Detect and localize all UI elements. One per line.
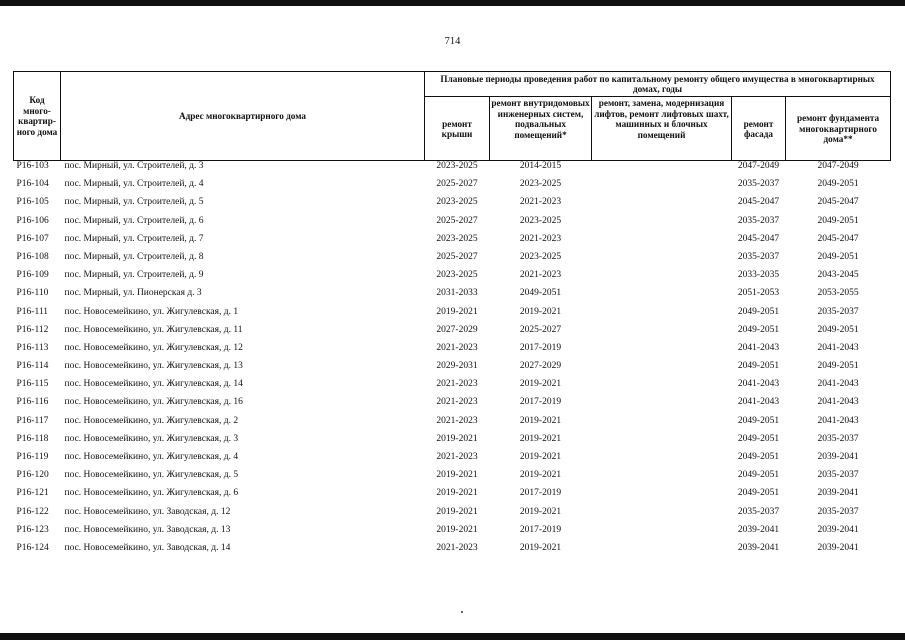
cell-facade-period: 2035-2037 — [737, 251, 780, 262]
cell-roof-period: 2029-2031 — [436, 361, 478, 372]
cell-elevators-period — [592, 252, 732, 270]
cell-roof-period: 2019-2021 — [436, 488, 478, 499]
cell-roof-period: 2021-2023 — [436, 452, 478, 462]
cell-foundation-period: 2039-2041 — [817, 542, 859, 553]
cell-facade-period: 2051-2053 — [737, 288, 780, 299]
header-building-code: Код много-квартир-ного дома — [14, 72, 61, 161]
cell-building-code: P16-110 — [16, 288, 49, 299]
table-body — [14, 161, 891, 562]
cell-systems-period: 2017-2019 — [519, 397, 562, 408]
cell-systems-period: 2019-2021 — [519, 452, 562, 462]
cell-roof-period: 2025-2027 — [436, 251, 478, 262]
cell-elevators-period — [592, 325, 732, 343]
cell-facade-period: 2049-2051 — [737, 470, 780, 481]
cell-building-code: P16-123 — [16, 524, 49, 535]
cell-building-code: P16-105 — [16, 197, 49, 208]
cell-foundation-period: 2035-2037 — [817, 306, 859, 317]
cell-address: пос. Новосемейкино, ул. Заводская, д. 12 — [64, 506, 231, 517]
cell-foundation-period: 2041-2043 — [817, 415, 859, 426]
cell-roof-period: 2021-2023 — [436, 415, 478, 426]
cell-address: пос. Мирный, ул. Строителей, д. 4 — [64, 179, 204, 190]
cell-foundation-period: 2049-2051 — [817, 361, 859, 372]
table-row — [14, 161, 891, 180]
cell-systems-period: 2017-2019 — [519, 342, 562, 353]
cell-building-code: P16-109 — [16, 270, 49, 281]
cell-address: пос. Новосемейкино, ул. Жигулевская, д. 2 — [64, 415, 239, 426]
cell-systems-period: 2049-2051 — [519, 288, 562, 299]
cell-building-code: P16-107 — [16, 233, 49, 244]
cell-roof-period: 2023-2025 — [436, 161, 478, 171]
table-row — [14, 361, 891, 379]
cell-building-code: P16-106 — [16, 215, 49, 226]
cell-elevators-period — [592, 270, 732, 288]
cell-building-code: P16-122 — [16, 506, 49, 517]
cell-address: пос. Мирный, ул. Строителей, д. 5 — [64, 197, 204, 208]
cell-facade-period: 2041-2043 — [737, 397, 780, 408]
cell-foundation-period: 2041-2043 — [817, 379, 859, 390]
cell-roof-period: 2023-2025 — [436, 233, 478, 244]
cell-systems-period: 2023-2025 — [519, 215, 562, 226]
cell-address: пос. Новосемейкино, ул. Жигулевская, д. 4 — [64, 452, 239, 462]
cell-building-code: P16-108 — [16, 251, 49, 262]
cell-building-code: P16-116 — [16, 397, 49, 408]
cell-facade-period: 2049-2051 — [737, 415, 780, 426]
cell-facade-period: 2033-2035 — [737, 270, 780, 281]
cell-systems-period: 2019-2021 — [519, 506, 562, 517]
cell-facade-period: 2049-2051 — [737, 488, 780, 499]
cell-elevators-period — [592, 507, 732, 525]
cell-elevators-period — [592, 216, 732, 234]
cell-foundation-period: 2035-2037 — [817, 506, 859, 517]
cell-address: пос. Новосемейкино, ул. Жигулевская, д. 14 — [64, 379, 243, 390]
cell-systems-period: 2017-2019 — [519, 488, 562, 499]
cell-foundation-period: 2039-2041 — [817, 452, 859, 462]
cell-building-code: P16-121 — [16, 488, 49, 499]
cell-roof-period: 2023-2025 — [436, 270, 478, 281]
cell-facade-period: 2039-2041 — [737, 542, 780, 553]
cell-address: пос. Новосемейкино, ул. Жигулевская, д. 1 — [64, 306, 239, 317]
cell-roof-period: 2021-2023 — [436, 542, 478, 553]
cell-foundation-period: 2045-2047 — [817, 233, 859, 244]
cell-address: пос. Новосемейкино, ул. Заводская, д. 14 — [64, 542, 231, 553]
cell-address: пос. Новосемейкино, ул. Жигулевская, д. 13 — [64, 361, 243, 372]
cell-building-code: P16-114 — [16, 361, 49, 372]
cell-elevators-period — [592, 343, 732, 361]
cell-systems-period: 2021-2023 — [519, 233, 562, 244]
cell-facade-period: 2035-2037 — [737, 179, 780, 190]
cell-facade-period: 2035-2037 — [737, 506, 780, 517]
cell-systems-period: 2021-2023 — [519, 270, 562, 281]
cell-systems-period: 2019-2021 — [519, 415, 562, 426]
table-row — [14, 179, 891, 197]
cell-facade-period: 2047-2049 — [737, 161, 780, 171]
table-row — [14, 434, 891, 452]
repair-schedule-table — [13, 71, 891, 561]
cell-foundation-period: 2045-2047 — [817, 197, 859, 208]
table-row — [14, 325, 891, 343]
cell-roof-period: 2027-2029 — [436, 324, 478, 335]
cell-elevators-period — [592, 525, 732, 543]
cell-foundation-period: 2039-2041 — [817, 488, 859, 499]
scan-speck — [461, 611, 463, 613]
cell-elevators-period — [592, 434, 732, 452]
cell-systems-period: 2014-2015 — [519, 161, 562, 171]
cell-facade-period: 2049-2051 — [737, 306, 780, 317]
cell-facade-period: 2049-2051 — [737, 433, 780, 444]
cell-facade-period: 2039-2041 — [737, 524, 780, 535]
cell-address: пос. Новосемейкино, ул. Жигулевская, д. 3 — [64, 433, 239, 444]
cell-systems-period: 2019-2021 — [519, 379, 562, 390]
cell-address: пос. Новосемейкино, ул. Жигулевская, д. 6 — [64, 488, 239, 499]
cell-facade-period: 2041-2043 — [737, 379, 780, 390]
cell-address: пос. Мирный, ул. Строителей, д. 7 — [64, 233, 204, 244]
cell-systems-period: 2025-2027 — [519, 324, 562, 335]
cell-foundation-period: 2049-2051 — [817, 179, 859, 190]
cell-foundation-period: 2041-2043 — [817, 342, 859, 353]
cell-elevators-period — [592, 288, 732, 306]
table-header — [14, 72, 891, 161]
cell-elevators-period — [592, 197, 732, 215]
cell-building-code: P16-117 — [16, 415, 49, 426]
table-row — [14, 525, 891, 543]
cell-foundation-period: 2047-2049 — [817, 161, 859, 171]
header-foundation-repair: ремонт фундамента многоквартирного дома** — [786, 97, 891, 161]
cell-roof-period: 2021-2023 — [436, 397, 478, 408]
cell-foundation-period: 2041-2043 — [817, 397, 859, 408]
cell-address: пос. Мирный, ул. Строителей, д. 3 — [64, 161, 204, 171]
cell-systems-period: 2021-2023 — [519, 197, 562, 208]
cell-roof-period: 2025-2027 — [436, 179, 478, 190]
header-planned-periods: Плановые периоды проведения работ по капитальному ремонту общего имущества в многоквартирных домах, годы — [425, 72, 891, 97]
cell-roof-period: 2025-2027 — [436, 215, 478, 226]
cell-foundation-period: 2049-2051 — [817, 215, 859, 226]
table-row — [14, 507, 891, 525]
cell-elevators-period — [592, 397, 732, 415]
page-number: 714 — [444, 36, 461, 47]
cell-elevators-period — [592, 307, 732, 325]
cell-elevators-period — [592, 161, 732, 180]
cell-foundation-period: 2049-2051 — [817, 251, 859, 262]
cell-systems-period: 2027-2029 — [519, 361, 562, 372]
cell-foundation-period: 2035-2037 — [817, 433, 859, 444]
table-row — [14, 307, 891, 325]
cell-address: пос. Новосемейкино, ул. Заводская, д. 13 — [64, 524, 231, 535]
cell-address: пос. Мирный, ул. Строителей, д. 6 — [64, 215, 204, 226]
cell-roof-period: 2021-2023 — [436, 379, 478, 390]
cell-facade-period: 2049-2051 — [737, 452, 780, 462]
cell-elevators-period — [592, 470, 732, 488]
table-row — [14, 270, 891, 288]
cell-elevators-period — [592, 361, 732, 379]
cell-facade-period: 2045-2047 — [737, 233, 780, 244]
cell-address: пос. Новосемейкино, ул. Жигулевская, д. 5 — [64, 470, 239, 481]
table-row — [14, 543, 891, 561]
cell-building-code: P16-119 — [16, 452, 49, 462]
cell-building-code: P16-104 — [16, 179, 49, 190]
cell-foundation-period: 2035-2037 — [817, 470, 859, 481]
cell-elevators-period — [592, 234, 732, 252]
cell-elevators-period — [592, 452, 732, 470]
cell-address: пос. Новосемейкино, ул. Жигулевская, д. 16 — [64, 397, 243, 408]
header-engineering-systems: ремонт внутридомовых инженерных систем, подвальных помещений* — [490, 97, 592, 161]
cell-elevators-period — [592, 488, 732, 506]
table-row — [14, 216, 891, 234]
cell-roof-period: 2019-2021 — [436, 506, 478, 517]
cell-elevators-period — [592, 416, 732, 434]
cell-building-code: P16-120 — [16, 470, 49, 481]
cell-address: пос. Мирный, ул. Строителей, д. 8 — [64, 251, 204, 262]
cell-systems-period: 2017-2019 — [519, 524, 562, 535]
header-address: Адрес многоквартирного дома — [61, 72, 425, 161]
cell-building-code: P16-103 — [16, 161, 49, 171]
cell-building-code: P16-115 — [16, 379, 49, 390]
table-row — [14, 234, 891, 252]
cell-elevators-period — [592, 379, 732, 397]
top-border-bar — [0, 0, 905, 6]
cell-address: пос. Мирный, ул. Строителей, д. 9 — [64, 270, 204, 281]
cell-address: пос. Мирный, ул. Пионерская д. 3 — [64, 288, 202, 299]
table-row — [14, 470, 891, 488]
cell-facade-period: 2045-2047 — [737, 197, 780, 208]
cell-facade-period: 2049-2051 — [737, 361, 780, 372]
cell-systems-period: 2019-2021 — [519, 433, 562, 444]
cell-roof-period: 2031-2033 — [436, 288, 478, 299]
cell-systems-period: 2019-2021 — [519, 306, 562, 317]
cell-foundation-period: 2053-2055 — [817, 288, 859, 299]
table-row — [14, 397, 891, 415]
cell-systems-period: 2019-2021 — [519, 542, 562, 553]
table-row — [14, 197, 891, 215]
cell-facade-period: 2041-2043 — [737, 342, 780, 353]
table-row — [14, 416, 891, 434]
header-roof-repair: ремонт крыши — [425, 97, 490, 161]
cell-building-code: P16-118 — [16, 433, 49, 444]
table-row — [14, 288, 891, 306]
cell-elevators-period — [592, 543, 732, 561]
cell-systems-period: 2023-2025 — [519, 179, 562, 190]
cell-address: пос. Новосемейкино, ул. Жигулевская, д. 12 — [64, 342, 243, 353]
table-row — [14, 252, 891, 270]
cell-roof-period: 2019-2021 — [436, 433, 478, 444]
cell-foundation-period: 2039-2041 — [817, 524, 859, 535]
cell-building-code: P16-113 — [16, 342, 49, 353]
cell-building-code: P16-112 — [16, 324, 49, 335]
table-row — [14, 343, 891, 361]
cell-systems-period: 2023-2025 — [519, 251, 562, 262]
cell-roof-period: 2019-2021 — [436, 470, 478, 481]
cell-roof-period: 2023-2025 — [436, 197, 478, 208]
header-elevators: ремонт, замена, модернизация лифтов, ремонт лифтовых шахт, машинных и блочных помещений — [592, 97, 732, 161]
table-row — [14, 488, 891, 506]
bottom-border-bar — [0, 633, 905, 640]
cell-roof-period: 2021-2023 — [436, 342, 478, 353]
cell-foundation-period: 2043-2045 — [817, 270, 859, 281]
cell-building-code: P16-111 — [16, 306, 48, 317]
cell-facade-period: 2049-2051 — [737, 324, 780, 335]
cell-address: пос. Новосемейкино, ул. Жигулевская, д. 11 — [64, 324, 243, 335]
header-facade-repair: ремонт фасада — [732, 97, 786, 161]
table-row — [14, 379, 891, 397]
cell-systems-period: 2019-2021 — [519, 470, 562, 481]
table-row — [14, 452, 891, 470]
cell-elevators-period — [592, 179, 732, 197]
cell-foundation-period: 2049-2051 — [817, 324, 859, 335]
cell-roof-period: 2019-2021 — [436, 524, 478, 535]
cell-facade-period: 2035-2037 — [737, 215, 780, 226]
cell-roof-period: 2019-2021 — [436, 306, 478, 317]
cell-building-code: P16-124 — [16, 542, 49, 553]
